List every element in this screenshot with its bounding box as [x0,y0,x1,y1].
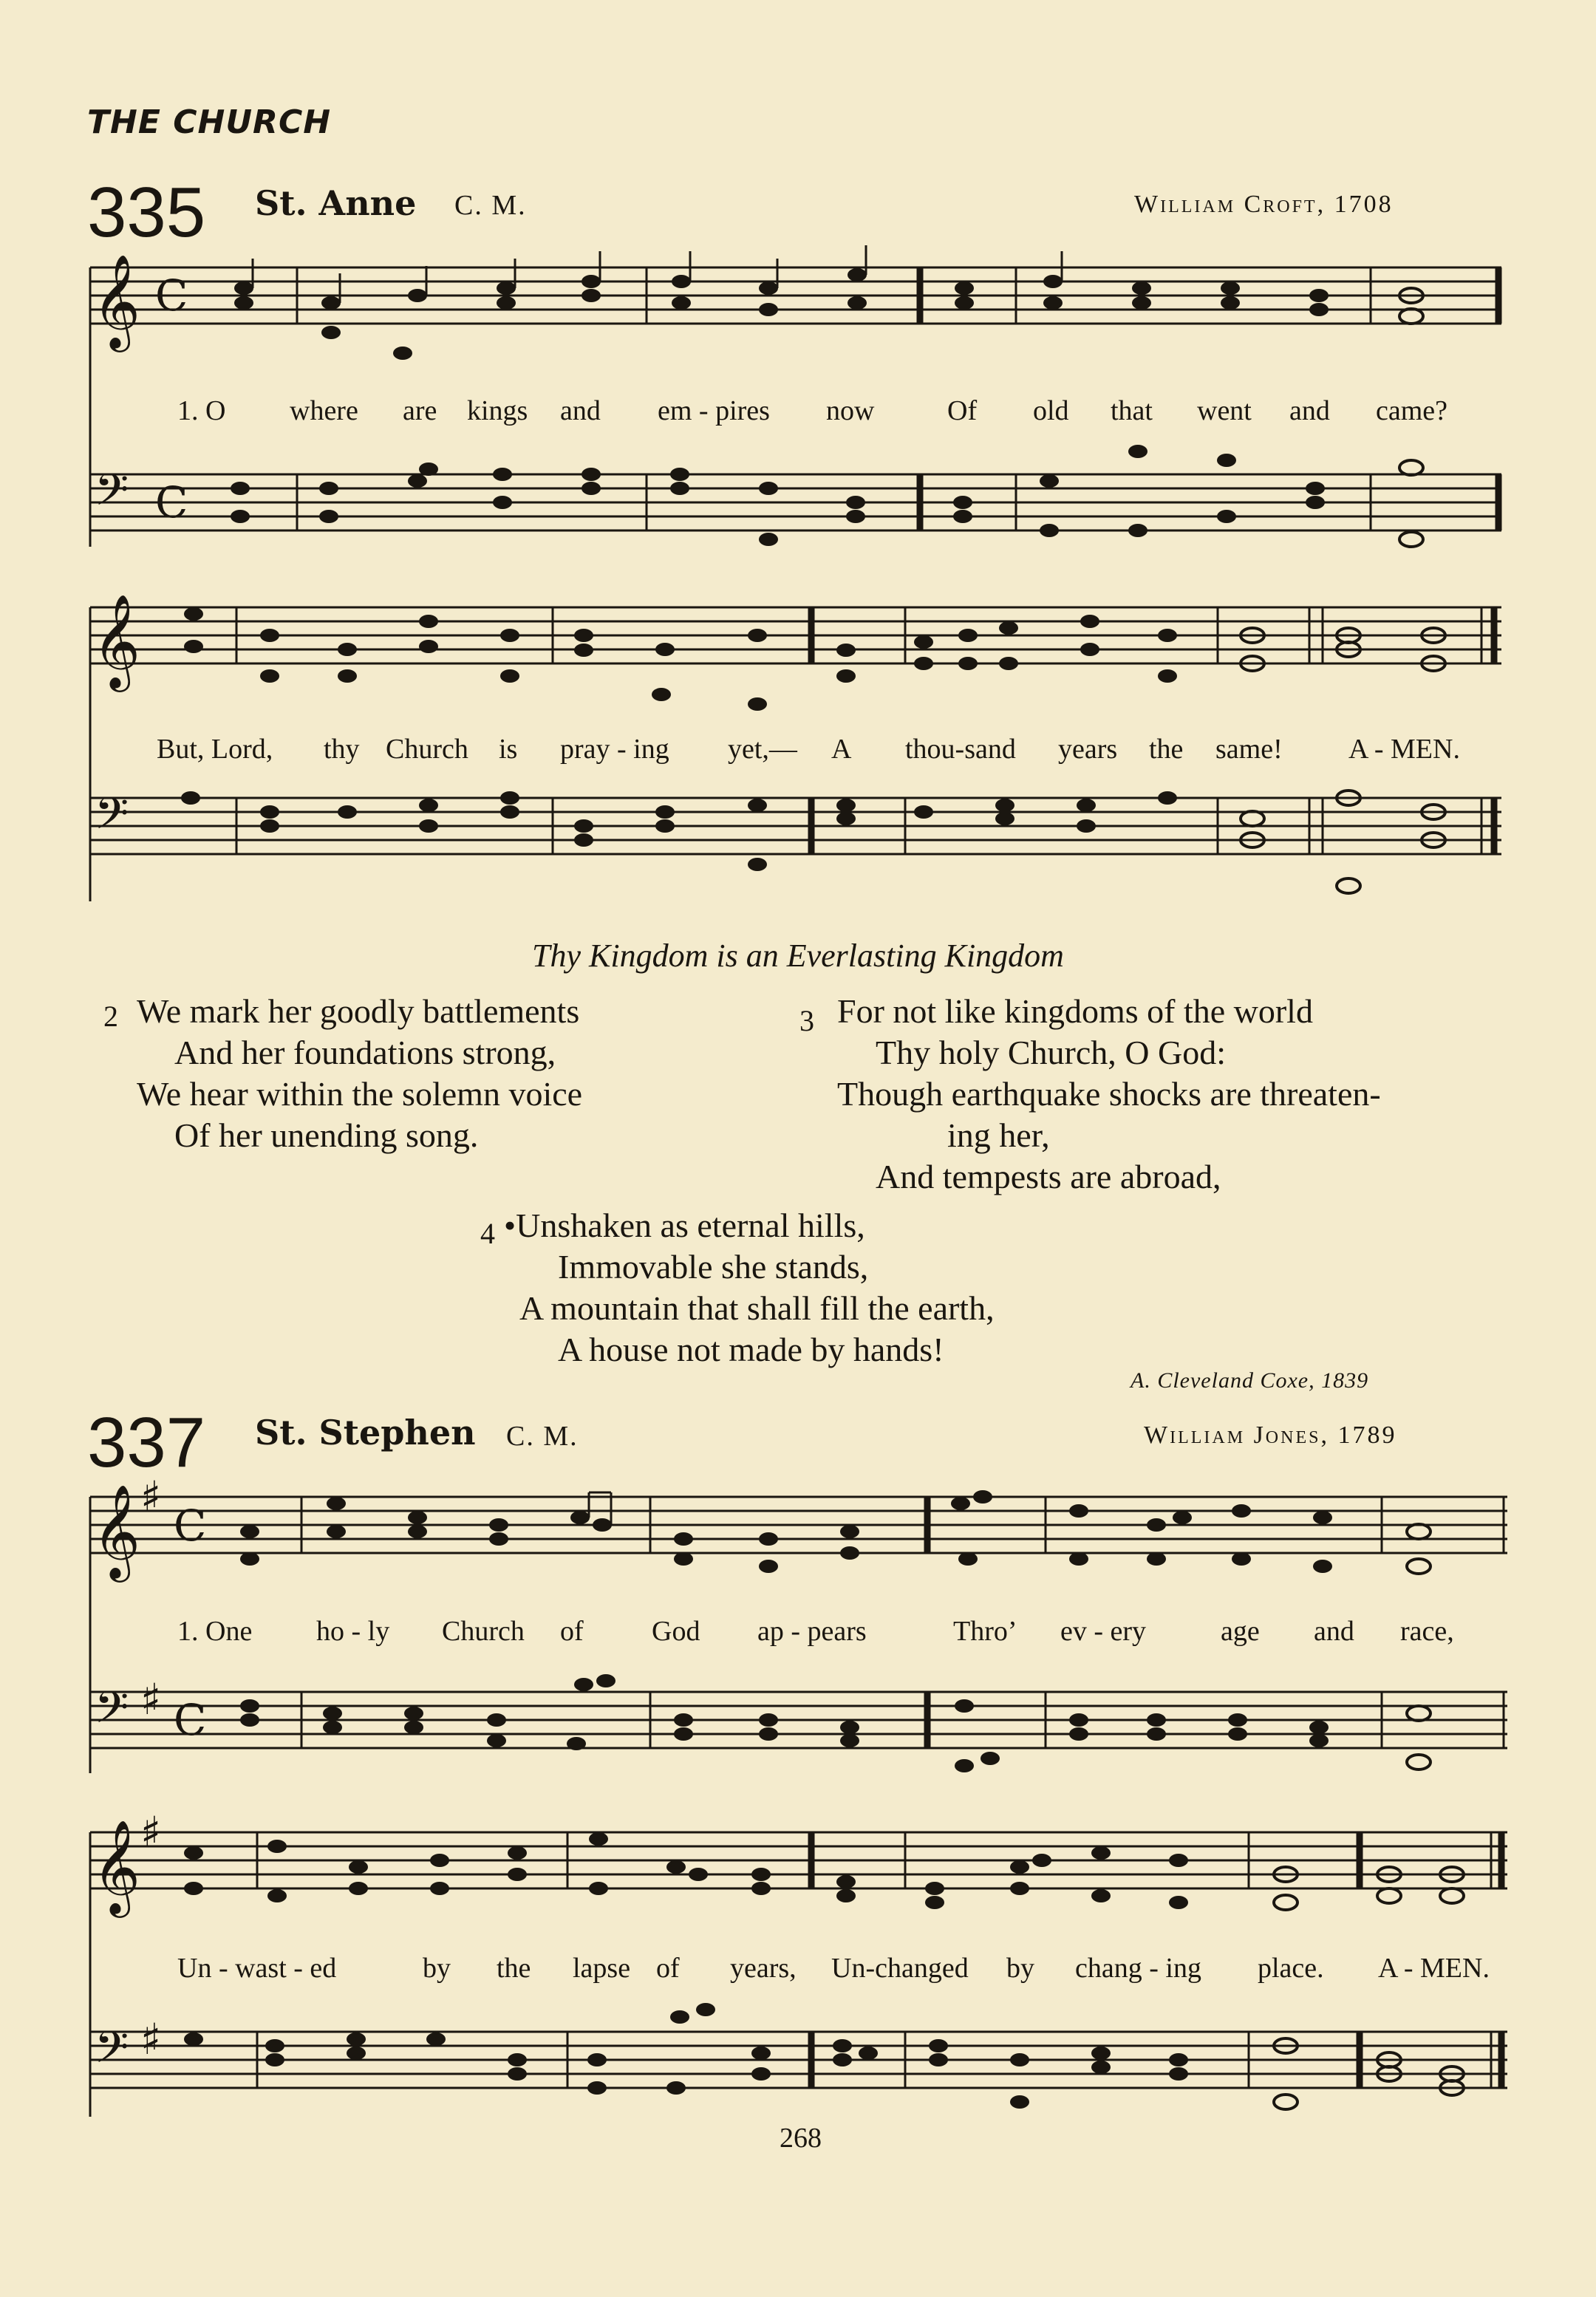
verse-line: •Unshaken as eternal hills, [504,1206,865,1244]
lyric-word: A - MEN. [1348,734,1460,765]
lyric-word: ho - ly [316,1616,390,1647]
bass-clef-icon: 𝄢 [95,464,129,526]
lyric-word: Of [947,395,978,426]
lyric-word: now [826,395,875,426]
lyric-word: 1. One [177,1616,253,1647]
lyric-word: went [1197,395,1252,426]
lyric-word: place. [1258,1953,1324,1984]
lyric-word: yet,— [728,734,797,765]
lyric-word: em - pires [658,395,770,426]
sharp-icon: ♯ [140,1807,162,1857]
lyric-word: chang - ing [1075,1953,1201,1984]
verse-line: Though earthquake shocks are threaten- [837,1075,1381,1113]
score-hymn-335 [0,222,1596,931]
lyric-word: thy [324,734,360,765]
lyric-word: Thro’ [953,1616,1017,1647]
verses-title: Thy Kingdom is an Everlasting Kingdom [532,938,1064,974]
lyric-word: A [831,734,852,765]
sharp-icon: ♯ [140,2014,162,2064]
lyric-word: years [1058,734,1118,765]
bass-clef-icon: 𝄢 [95,2021,129,2083]
sharp-icon: ♯ [140,1674,162,1724]
lyric-word: by [423,1953,451,1984]
treble-clef-icon: 𝄞 [92,1819,141,1914]
common-time-icon: C [174,1501,207,1551]
lyric-word: pray - ing [560,734,669,765]
verse-line: A house not made by hands! [558,1331,944,1368]
lyric-word: kings [467,395,528,426]
common-time-icon: C [155,270,188,321]
score-hymn-337 [0,1448,1596,2128]
lyric-word: and [1314,1616,1354,1647]
lyric-word: years, [730,1953,797,1984]
common-time-icon: C [155,477,188,528]
hymn-number-337: 337 [87,1403,206,1482]
verse-number: 3 [799,1004,814,1037]
treble-clef-icon: 𝄞 [92,253,141,348]
lyric-word: ap - pears [757,1616,867,1647]
hymn-number-335: 335 [87,173,206,252]
hymn-author: A. Cleveland Coxe, 1839 [1130,1368,1369,1393]
treble-clef-icon: 𝄞 [92,593,141,688]
lyric-word: old [1033,395,1069,426]
lyric-word: are [403,395,437,426]
verse-number: 4 [480,1217,495,1250]
lyric-word: the [497,1953,531,1984]
page-number: 268 [780,2123,822,2154]
lyric-word: age [1221,1616,1260,1647]
verse-line: And tempests are abroad, [876,1158,1221,1195]
verse-line: Thy holy Church, O God: [876,1034,1227,1071]
meter: C. M. [506,1421,579,1452]
verse-line: We mark her goodly battlements [137,992,580,1030]
lyric-word: Church [386,734,468,765]
lyric-word: Un - wast - ed [177,1953,337,1984]
lyric-word: the [1149,734,1184,765]
verse-line: We hear within the solemn voice [137,1075,583,1113]
lyric-word: and [560,395,601,426]
treble-clef-icon: 𝄞 [92,1484,141,1578]
lyric-word: lapse [573,1953,631,1984]
lyric-word: where [290,395,358,426]
lyric-word: by [1006,1953,1034,1984]
verse-line: Of her unending song. [174,1116,479,1154]
lyric-word: is [499,734,518,765]
meter: C. M. [454,190,527,221]
bass-clef-icon: 𝄢 [95,788,129,850]
bass-staff [90,788,1501,854]
lyric-word: and [1289,395,1330,426]
lyric-word: But, Lord, [157,734,273,765]
tune-name: St. Anne [255,183,417,223]
verse-line: Immovable she stands, [558,1248,869,1286]
lyric-word: of [656,1953,680,1984]
verse-line: And her foundations strong, [174,1034,556,1071]
verse-line: A mountain that shall fill the earth, [519,1289,995,1327]
lyric-word: of [560,1616,584,1647]
lyric-word: ev - ery [1060,1616,1147,1647]
lyric-word: thou-sand [905,734,1016,765]
verse-number: 2 [103,1000,118,1033]
lyric-word: Church [442,1616,525,1647]
bass-clef-icon: 𝄢 [95,1682,129,1744]
tune-name: St. Stephen [255,1413,476,1453]
common-time-icon: C [174,1695,207,1745]
lyric-word: 1. O [177,395,226,426]
lyric-word: A - MEN. [1378,1953,1490,1984]
composer: William Croft, 1708 [1134,191,1394,218]
lyric-word: Un-changed [831,1953,969,1984]
bass-staff [90,464,1501,530]
bass-staff [90,1674,1507,1748]
lyric-word: that [1111,395,1153,426]
lyric-word: same! [1215,734,1283,765]
lyric-word: God [652,1616,700,1647]
sharp-icon: ♯ [140,1472,162,1522]
section-header: THE CHURCH [87,103,332,141]
verse-line: For not like kingdoms of the world [837,992,1313,1030]
verse-line: ing her, [947,1116,1050,1154]
composer: William Jones, 1789 [1144,1421,1397,1449]
lyric-word: came? [1376,395,1448,426]
lyric-word: race, [1400,1616,1454,1647]
